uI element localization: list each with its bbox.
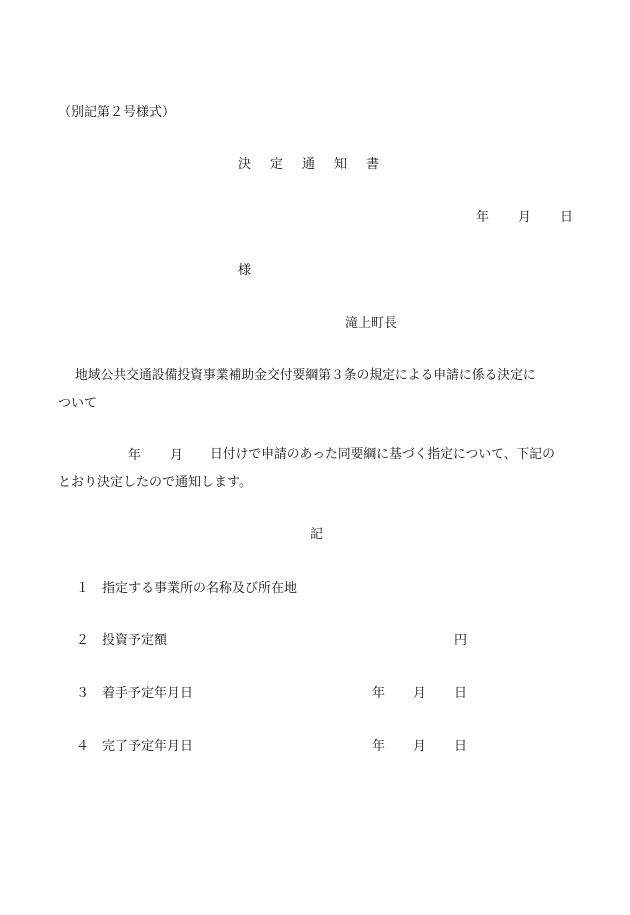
item-unit: 円 [454, 633, 468, 648]
subject-line-2: ついて [58, 396, 98, 411]
item-label: 指定する事業所の名称及び所在地 [102, 581, 298, 596]
item-day: 日 [454, 739, 468, 754]
title-char: 書 [366, 157, 380, 172]
title-char: 知 [334, 157, 348, 172]
item-label: 着手予定年月日 [102, 686, 194, 701]
ki-heading: 記 [310, 527, 324, 542]
item-day: 日 [454, 686, 468, 701]
form-label: （別記第２号様式） [58, 105, 176, 120]
date-year: 年 [476, 210, 490, 225]
item-label: 完了予定年月日 [102, 739, 194, 754]
item-year: 年 [372, 686, 386, 701]
item-number: ２ [76, 633, 90, 648]
item-month: 月 [413, 686, 427, 701]
item-number: １ [76, 581, 90, 596]
date-day: 日 [560, 210, 574, 225]
addressee-suffix: 様 [238, 263, 252, 278]
body-line-1: 日付けで申請のあった同要綱に基づく指定について、下記の [210, 447, 555, 462]
item-number: ３ [76, 686, 90, 701]
item-number: ４ [76, 739, 90, 754]
body-year: 年 [128, 448, 142, 463]
item-year: 年 [372, 739, 386, 754]
item-label: 投資予定額 [102, 633, 168, 648]
body-month: 月 [170, 448, 184, 463]
title-char: 決 [238, 157, 252, 172]
subject-line-1: 地域公共交通設備投資事業補助金交付要綱第３条の規定による申請に係る決定に [75, 368, 536, 383]
title-char: 定 [270, 157, 284, 172]
body-line-2: とおり決定したので通知します。 [58, 475, 252, 490]
issuer: 滝上町長 [345, 316, 398, 331]
item-month: 月 [413, 739, 427, 754]
date-month: 月 [518, 210, 532, 225]
title-char: 通 [302, 157, 316, 172]
